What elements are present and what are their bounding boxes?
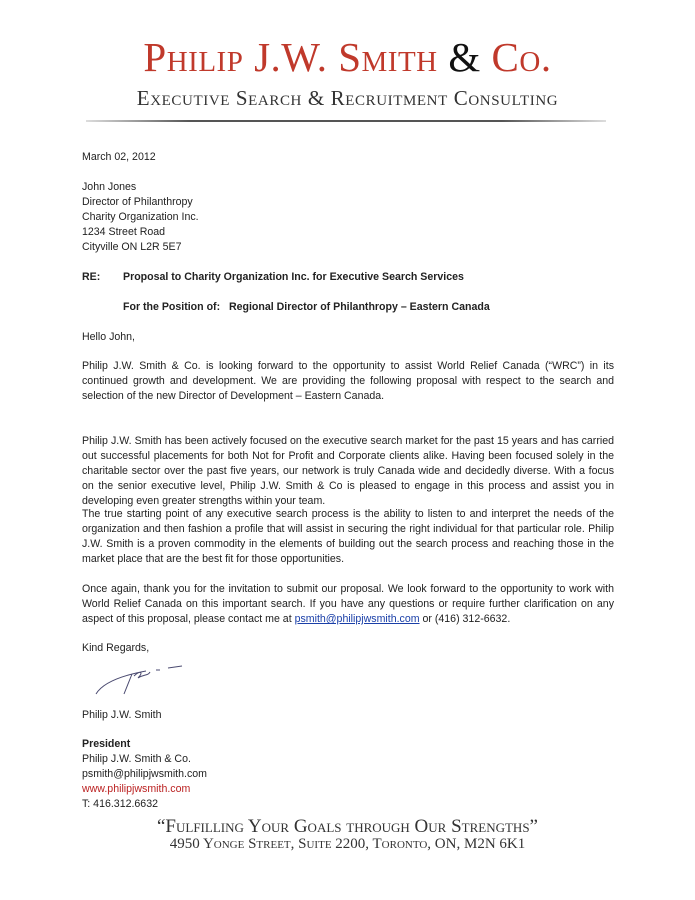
position-label: For the Position of: [123,301,221,313]
header-divider [86,120,606,122]
logo-name: Philip J.W. Smith [143,34,438,80]
closing-tail: or (416) 312-6632. [419,613,511,625]
recipient-title: Director of Philanthropy [82,196,193,208]
recipient-street: 1234 Street Road [82,226,166,238]
re-label: RE: [82,271,101,283]
recipient-address [82,180,199,255]
company-logo [0,34,695,80]
recipient-city: Cityville ON L2R 5E7 [82,241,182,253]
signer-company: Philip J.W. Smith & Co. [82,753,191,765]
signature-icon [94,662,194,698]
closing-text: Once again, thank you for the invitation to submit our proposal. We look forward to the opportunity to work with World Relief Canada on this important search. If you have any questions or require further clarification on any aspect of this proposal, please contact me at [82,583,614,625]
footer-address: 4950 Yonge Street, Suite 2200, Toronto, ON, M2N 6K1 [169,836,526,852]
body-paragraph: Philip J.W. Smith & Co. is looking forward to the opportunity to assist World Relief Canada (“WRC”) in its continued growth and development. We are providing the following proposal with respect to the search and selection of the new Director of Development – Eastern Canada. [82,360,614,402]
letter-date: March 02, 2012 [82,151,156,163]
signature-block [82,737,207,812]
email-link[interactable]: psmith@philipjwsmith.com [294,613,420,625]
website-link[interactable]: www.philipjwsmith.com [82,783,191,795]
body-paragraph: The true starting point of any executive search process is the ability to listen to and interpret the needs of the organization and then fashion a profile that will assist in securing the right individual for that particular role. Philip J.W. Smith is a proven commodity in the elements of building out the search process and reaching those in the market place that are the best fit for those opportunities. [82,508,614,565]
logo-ampersand: & [448,34,481,80]
logo-co: Co. [491,34,552,80]
sign-off: Kind Regards, [82,642,150,654]
recipient-organization: Charity Organization Inc. [82,211,199,223]
greeting: Hello John, [82,331,135,343]
re-subject: Proposal to Charity Organization Inc. for Executive Search Services [123,271,464,283]
signer-name: Philip J.W. Smith [82,709,162,721]
recipient-name: John Jones [82,181,137,193]
logo-subtitle: Executive Search & Recruitment Consulting [136,86,559,110]
position-line [123,300,490,315]
body-paragraph: Philip J.W. Smith has been actively focused on the executive search market for the past 15 years and has carried out successful placements for both Not for Profit and Corporate clients alike. Having been focused solely in the charitable sector over the past five years, our network is truly Canada wide and decidedly diverse. With a focus on the senior executive level, Philip J.W. Smith & Co is pleased to engage in this process and assist you in developing even greater strengths within your team. [82,435,614,507]
signer-phone: T: 416.312.6632 [82,798,158,810]
footer-tagline: “Fulfilling Your Goals through Our Strengths” [157,816,538,837]
signer-title: President [82,738,131,750]
signer-email: psmith@philipjwsmith.com [82,768,207,780]
position-title: Regional Director of Philanthropy – Eastern Canada [228,301,490,313]
closing-paragraph [82,582,614,627]
